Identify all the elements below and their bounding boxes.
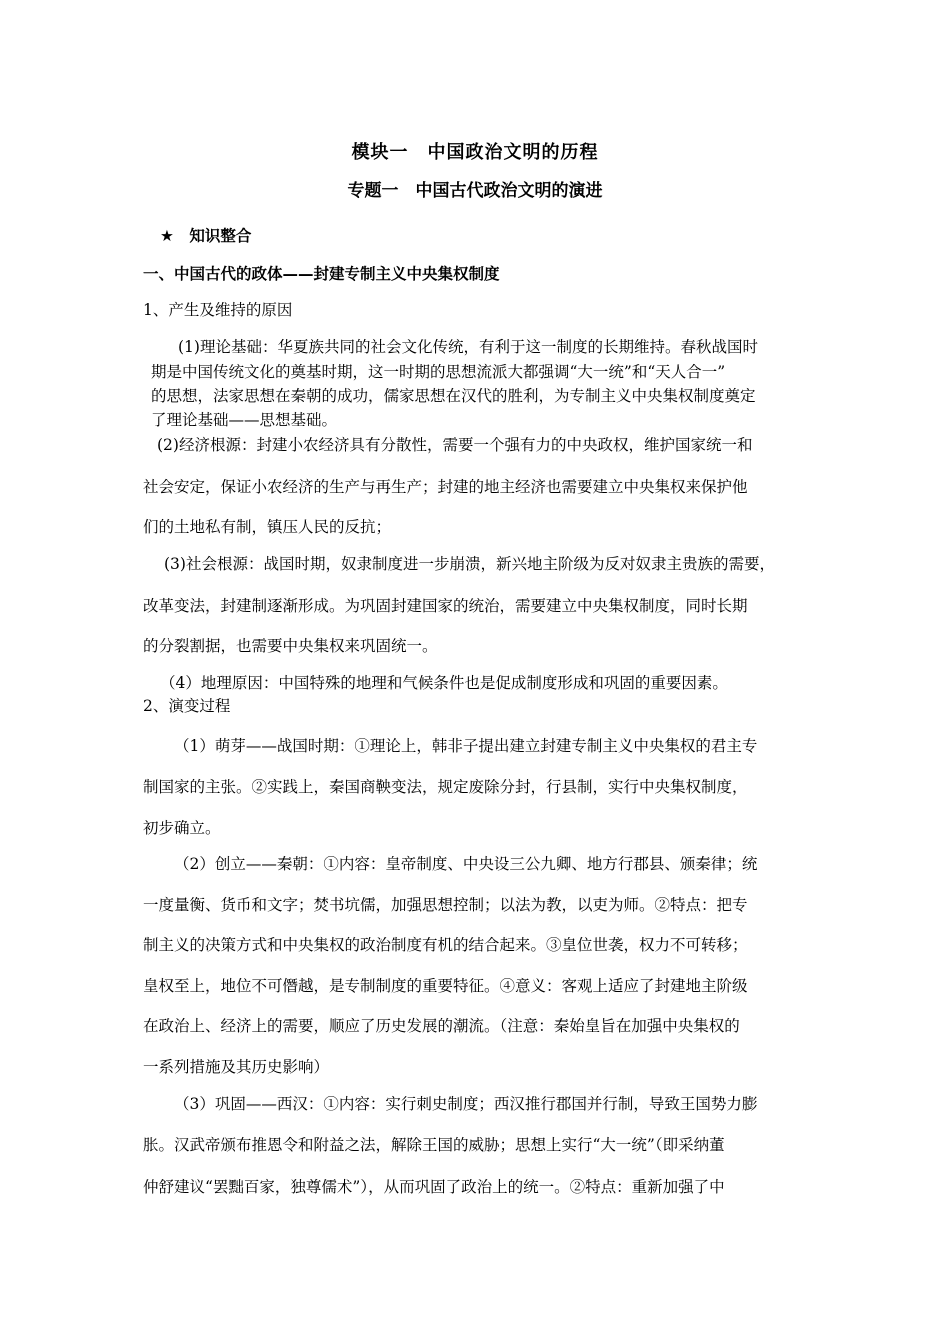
subsection-heading: 2、演变过程 <box>143 697 231 715</box>
paragraph-line: （4）地理原因：中国特殊的地理和气候条件也是促成制度形成和巩固的重要因素。 <box>160 674 728 692</box>
paragraph-line: 在政治上、经济上的需要，顺应了历史发展的潮流。（注意：秦始皇旨在加强中央集权的 <box>143 1017 740 1035</box>
paragraph-line: 仲舒建议“罢黜百家，独尊儒术”），从而巩固了政治上的统一。②特点：重新加强了中 <box>143 1178 725 1196</box>
paragraph-line: 社会安定，保证小农经济的生产与再生产；封建的地主经济也需要建立中央集权来保护他 <box>143 478 748 496</box>
paragraph-line: 的分裂割据，也需要中央集权来巩固统一。 <box>143 637 438 655</box>
topic-subtitle: 专题一 中国古代政治文明的演进 <box>347 181 603 201</box>
paragraph-line: 了理论基础——思想基础。 <box>151 411 338 429</box>
paragraph-line: （2）创立——秦朝：①内容：皇帝制度、中央设三公九卿、地方行郡县、颁秦律；统 <box>174 855 758 873</box>
module-title: 模块一 中国政治文明的历程 <box>351 142 599 163</box>
paragraph-line: 一系列措施及其历史影响） <box>143 1058 330 1076</box>
paragraph-line: 期是中国传统文化的奠基时期，这一时期的思想流派大都强调“大一统”和“天人合一” <box>151 363 726 381</box>
paragraph-line: (2)经济根源：封建小农经济具有分散性，需要一个强有力的中央政权，维护国家统一和 <box>157 436 753 454</box>
paragraph-line: 们的土地私有制，镇压人民的反抗； <box>143 518 392 536</box>
paragraph-line: (3)社会根源：战国时期，奴隶制度进一步崩溃，新兴地主阶级为反对奴隶主贵族的需要， <box>164 555 775 573</box>
paragraph-line: (1)理论基础：华夏族共同的社会文化传统，有利于这一制度的长期维持。春秋战国时 <box>178 338 758 356</box>
paragraph-line: 的思想，法家思想在秦朝的成功，儒家思想在汉代的胜利，为专制主义中央集权制度奠定 <box>151 387 756 405</box>
paragraph-line: 改革变法，封建制逐渐形成。为巩固封建国家的统治，需要建立中央集权制度，同时长期 <box>143 597 748 615</box>
section-marker: ★ 知识整合 <box>160 227 252 245</box>
paragraph-line: 初步确立。 <box>143 819 221 837</box>
paragraph-line: （1）萌芽——战国时期：①理论上，韩非子提出建立封建专制主义中央集权的君主专 <box>174 737 758 755</box>
section-heading: 一、中国古代的政体——封建专制主义中央集权制度 <box>143 265 500 283</box>
subsection-heading: 1、产生及维持的原因 <box>143 301 293 319</box>
paragraph-line: 制国家的主张。②实践上，秦国商鞅变法，规定废除分封，行县制，实行中央集权制度， <box>143 778 748 796</box>
paragraph-line: 一度量衡、货币和文字；焚书坑儒，加强思想控制；以法为教，以吏为师。②特点：把专 <box>143 896 748 914</box>
paragraph-line: 胀。汉武帝颁布推恩令和附益之法，解除王国的威胁；思想上实行“大一统”（即采纳董 <box>143 1136 725 1154</box>
paragraph-line: 制主义的决策方式和中央集权的政治制度有机的结合起来。③皇位世袭，权力不可转移； <box>143 936 748 954</box>
paragraph-line: 皇权至上，地位不可僭越，是专制制度的重要特征。④意义：客观上适应了封建地主阶级 <box>143 977 748 995</box>
paragraph-line: （3）巩固——西汉：①内容：实行刺史制度；西汉推行郡国并行制，导致王国势力膨 <box>174 1095 758 1113</box>
